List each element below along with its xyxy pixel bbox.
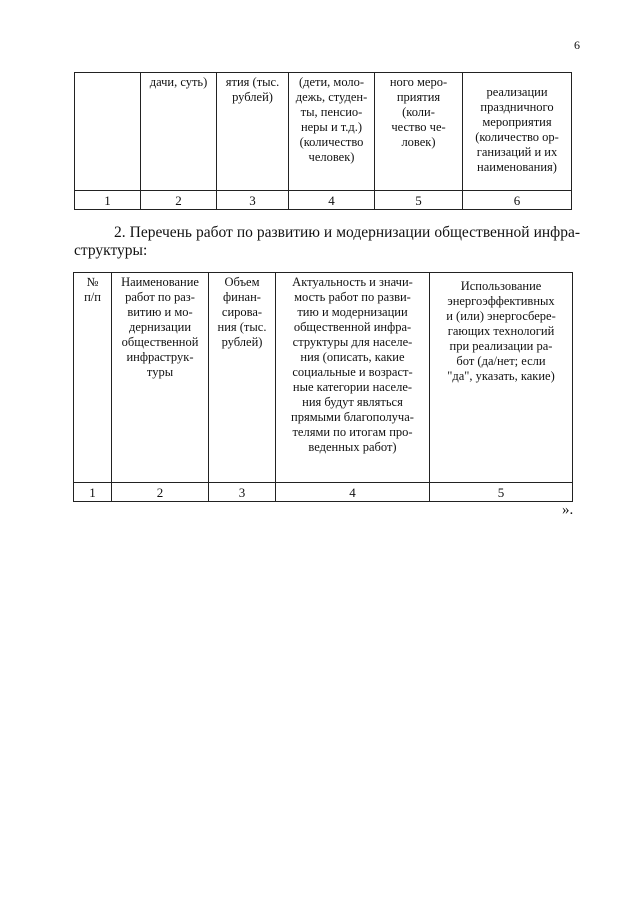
column-number: 5 [375,191,463,210]
infrastructure-works-table [73,272,573,502]
column-number: 4 [276,483,430,502]
page-number: 6 [574,38,580,52]
column-number: 5 [430,483,573,502]
header-cell [75,73,141,191]
header-cell: дачи, суть) [141,73,217,191]
column-number: 6 [463,191,572,210]
column-number-row [75,191,572,210]
header-cell: Использование энергоэффективных и (или) энергосбере- гающих технологий при реализации ра- бот (да/нет; если "да", указать, какие) [430,273,573,483]
column-number: 1 [74,483,112,502]
header-cell: ного меро- приятия (коли- чество че- ловек) [375,73,463,191]
header-cell: ятия (тыс. рублей) [217,73,289,191]
closing-quote-mark: ». [562,502,574,518]
header-cell: Объем финан- сирова- ния (тыс. рублей) [209,273,276,483]
column-number: 4 [289,191,375,210]
column-number: 2 [141,191,217,210]
column-number: 2 [112,483,209,502]
table-header-row [74,273,573,483]
section-heading: 2. Перечень работ по развитию и модернизации общественной инфра-структуры: [74,224,580,259]
header-cell: Наименование работ по раз- витию и мо- дернизации общественной инфраструк- туры [112,273,209,483]
header-cell: № п/п [74,273,112,483]
header-cell: реализации праздничного мероприятия (количество ор- ганизаций и их наименования) [463,73,572,191]
column-number: 1 [75,191,141,210]
column-number-row [74,483,573,502]
events-table-continuation [74,72,572,210]
header-cell: (дети, моло- дежь, студен- ты, пенсио- неры и т.д.) (количество человек) [289,73,375,191]
header-cell: Актуальность и значи- мость работ по разви- тию и модернизации общественной инфра- структуры для населе- ния (описать, какие социальные и возраст- ные категории населе- ния будут являться прямыми благополуча- телями по итогам про- веденных работ) [276,273,430,483]
column-number: 3 [209,483,276,502]
table-header-row [75,73,572,191]
column-number: 3 [217,191,289,210]
